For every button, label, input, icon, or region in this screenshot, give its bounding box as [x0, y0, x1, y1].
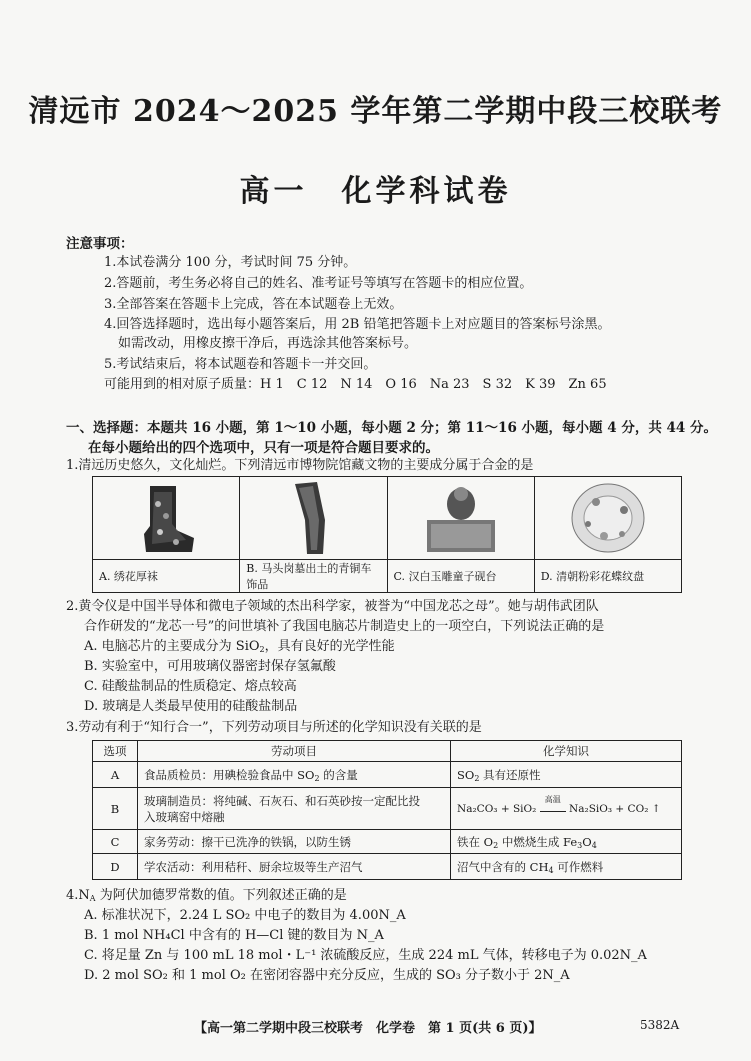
q1-option-b: B. 马头岗墓出土的青铜车饰品: [240, 560, 387, 593]
q3-stem: 3.劳动有利于“知行合一”，下列劳动项目与所述的化学知识没有关联的是: [66, 720, 482, 735]
q1-option-c: C. 汉白玉雕童子砚台: [387, 560, 534, 593]
q2-option-b: B. 实验室中，可用玻璃仪器密封保存氢氟酸: [84, 659, 336, 674]
exam-subtitle: 高一 化学科试卷: [239, 174, 512, 209]
q3-header-project: 劳动项目: [138, 741, 451, 762]
notice-item-4-cont: 如需改动，用橡皮擦干净后，再选涂其他答案标号。: [118, 336, 418, 351]
q1-image-d: [534, 477, 681, 560]
bronze-ornament-image: [283, 480, 343, 556]
q2-option-d: D. 玻璃是人类最早使用的硅酸盐制品: [84, 699, 298, 714]
notice-item-3: 3.全部答案在答题卡上完成，答在本试题卷上无效。: [104, 297, 403, 312]
jade-inkstone-image: [421, 480, 501, 556]
q3-header-option: 选项: [93, 741, 138, 762]
q1-image-a: [93, 477, 240, 560]
q4-option-c: C. 将足量 Zn 与 100 mL 18 mol・L⁻¹ 浓硫酸反应，生成 224 mL 气体，转移电子为 0.02N_A: [84, 948, 647, 963]
q2-option-a: A. 电脑芯片的主要成分为 SiO$_2$，具有良好的光学性能: [84, 639, 395, 654]
q1-options-table: [92, 476, 682, 593]
paper-code: 5382A: [640, 1018, 680, 1032]
q2-option-c: C. 硅酸盐制品的性质稳定、熔点较高: [84, 679, 297, 694]
section-instruction: 在每小题给出的四个选项中，只有一项是符合题目要求的。: [88, 440, 439, 456]
q1-image-b: [240, 477, 387, 560]
notice-item-5: 5.考试结束后，将本试题卷和答题卡一并交回。: [104, 357, 377, 372]
porcelain-plate-image: [568, 480, 648, 556]
q4-option-b: B. 1 mol NH₄Cl 中含有的 H—Cl 键的数目为 N_A: [84, 928, 384, 943]
q3-table: [92, 740, 682, 880]
exam-title: 清远市 2024～2025 学年第二学期中段三校联考: [28, 94, 723, 129]
q3-header-knowledge: 化学知识: [451, 741, 682, 762]
q3-row-c: C 家务劳动：擦干已洗净的铁锅，以防生锈 铁在 $O_2$ 中燃烧生成 $Fe_3O_4$: [93, 830, 682, 854]
q1-option-d: D. 清朝粉彩花蝶纹盘: [534, 560, 681, 593]
q1-option-a: A. 绣花厚袜: [93, 560, 240, 593]
embroidered-sock-image: [136, 480, 196, 556]
q4-option-d: D. 2 mol SO₂ 和 1 mol O₂ 在密闭容器中充分反应，生成的 SO₃ 分子数小于 2N_A: [84, 968, 570, 983]
q1-stem: 1.清远历史悠久，文化灿烂。下列清远市博物院馆藏文物的主要成分属于合金的是: [66, 458, 534, 473]
notice-item-4: 4.回答选择题时，选出每小题答案后，用 2B 铅笔把答题卡上对应题目的答案标号涂黑。: [104, 317, 611, 332]
notice-item-2: 2.答题前，考生务必将自己的姓名、准考证号等填写在答题卡的相应位置。: [104, 276, 533, 291]
q4-stem: $4.N_A$ 为阿伏加德罗常数的值。下列叙述正确的是: [66, 888, 347, 903]
q2-stem-line2: 合作研发的“龙芯一号”的问世填补了我国电脑芯片制造史上的一项空白，下列说法正确的是: [84, 619, 605, 634]
q3-row-b: B 玻璃制造员：将纯碱、石灰石、和石英砂按一定配比投 入玻璃窑中熔融 Na₂CO₃ + SiO₂ 高温 Na₂SiO₃ + CO₂ ↑: [93, 788, 682, 830]
section-heading: 一、选择题：本题共 16 小题，第 1～10 小题，每小题 2 分；第 11～16 小题，每小题 4 分，共 44 分。: [66, 420, 718, 436]
atomic-masses: 可能用到的相对原子质量：H 1 C 12 N 14 O 16 Na 23 S 32 K 39 Zn 65: [104, 377, 607, 392]
q2-stem-line1: 2.黄令仪是中国半导体和微电子领域的杰出科学家，被誉为“中国龙芯之母”。她与胡伟武团队: [66, 599, 599, 614]
q3-equation: Na₂CO₃ + SiO₂ 高温 Na₂SiO₃ + CO₂ ↑: [451, 788, 682, 830]
q3-row-d: D 学农活动：利用秸秆、厨余垃圾等生产沼气 沼气中含有的 $CH_4$ 可作燃料: [93, 854, 682, 880]
q4-option-a: A. 标准状况下，2.24 L SO₂ 中电子的数目为 4.00N_A: [84, 908, 406, 923]
notice-item-1: 1.本试卷满分 100 分，考试时间 75 分钟。: [104, 255, 357, 270]
notice-heading: 注意事项：: [66, 236, 134, 252]
q1-image-c: [387, 477, 534, 560]
page-footer: 【高一第二学期中段三校联考 化学卷 第 1 页(共 6 页)】: [194, 1021, 542, 1036]
q3-row-a: A 食品质检员：用碘检验食品中 $SO_2$ 的含量 $SO_2$ 具有还原性: [93, 762, 682, 788]
